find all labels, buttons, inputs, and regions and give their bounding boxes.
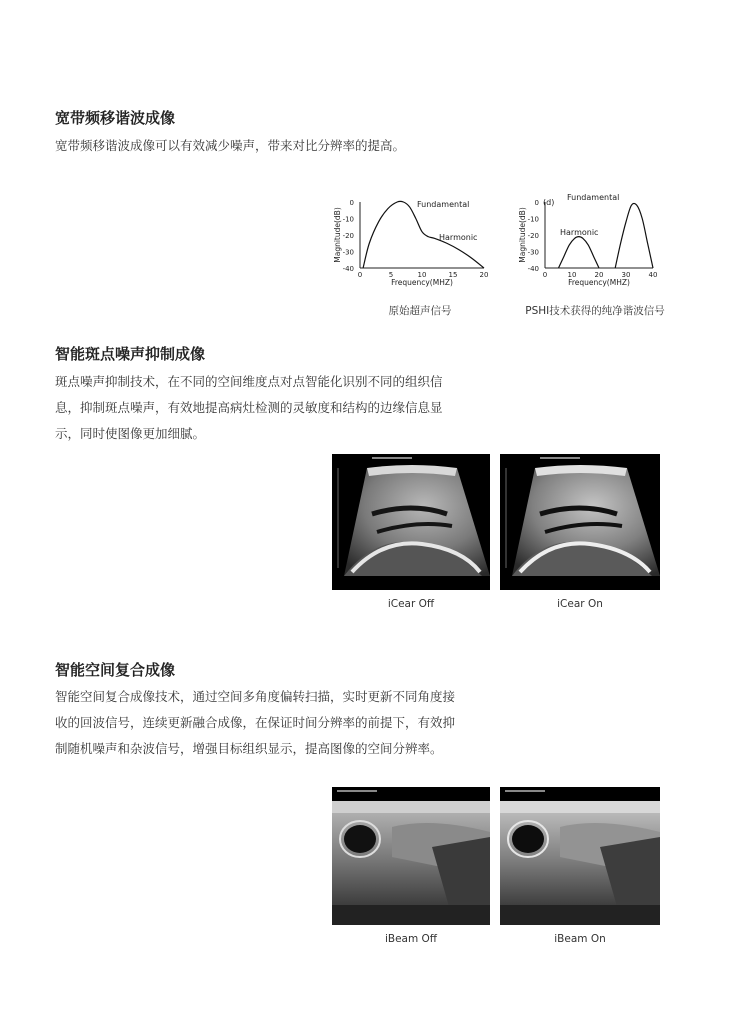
- annotation-label: Fundamental: [417, 200, 470, 209]
- chart1-caption: 原始超声信号: [388, 305, 452, 317]
- y-axis-label: Magnitude(dB): [518, 207, 527, 263]
- section-title-broadband: 宽带频移谐波成像: [55, 109, 176, 127]
- y-tick-label: 0: [534, 199, 539, 207]
- paragraph-line: 示，同时使图像更加细腻。: [55, 426, 206, 441]
- ibeam-on-caption: iBeam On: [554, 933, 606, 945]
- paragraph-line: 智能空间复合成像技术，通过空间多角度偏转扫描，实时更新不同角度接: [55, 689, 456, 704]
- x-tick-label: 20: [594, 271, 604, 279]
- paragraph-line: 收的回波信号，连续更新融合成像，在保证时间分辨率的前提下，有效抑: [55, 715, 456, 730]
- x-tick-label: 20: [479, 271, 489, 279]
- x-tick-label: 40: [648, 271, 658, 279]
- x-tick-label: 5: [388, 271, 394, 279]
- y-tick-label: -20: [527, 232, 539, 240]
- y-tick-label: -30: [342, 248, 354, 257]
- x-axis-label: Frequency(MHZ): [568, 278, 630, 287]
- y-tick-label: -10: [527, 215, 539, 224]
- chart2-caption: PSHI技术获得的纯净谐波信号: [525, 305, 665, 317]
- y-axis-label: Magnitude(dB): [333, 207, 342, 263]
- panel-label: (d): [543, 198, 555, 207]
- section-title-compound: 智能空间复合成像: [55, 661, 176, 679]
- y-tick-label: -10: [342, 215, 354, 224]
- x-tick-label: 10: [417, 271, 427, 279]
- ibeam-off-caption: iBeam Off: [384, 933, 438, 945]
- y-tick-label: -40: [342, 265, 354, 273]
- paragraph-line: 制随机噪声和杂波信号，增强目标组织显示，提高图像的空间分辨率。: [55, 741, 443, 756]
- y-tick-label: -40: [527, 265, 539, 273]
- section-paragraph-broadband: [55, 133, 475, 159]
- annotation-label: Fundamental: [567, 193, 620, 202]
- section-paragraph-compound: [55, 684, 475, 762]
- paragraph-line: 息，抑制斑点噪声，有效地提高病灶检测的灵敏度和结构的边缘信息显: [55, 400, 443, 415]
- ibeam-on-image: [500, 787, 660, 925]
- icear-on-image: [500, 454, 660, 590]
- x-tick-label: 10: [567, 271, 577, 279]
- x-tick-label: 0: [542, 271, 548, 279]
- x-tick-label: 15: [448, 271, 458, 279]
- pshi-harmonic-chart: [505, 188, 665, 303]
- paragraph-line: 宽带频移谐波成像可以有效减少噪声，带来对比分辨率的提高。: [55, 138, 406, 153]
- x-tick-label: 30: [621, 271, 631, 279]
- fundamental-harmonic-chart: [322, 188, 502, 303]
- x-axis-label: Frequency(MHZ): [391, 278, 453, 287]
- ibeam-off-image: [332, 787, 490, 925]
- icear-off-caption: iCear Off: [387, 598, 435, 610]
- paragraph-line: 斑点噪声抑制技术，在不同的空间维度点对点智能化识别不同的组织信: [55, 374, 443, 389]
- y-tick-label: -30: [527, 248, 539, 257]
- x-tick-label: 0: [357, 271, 363, 279]
- section-title-speckle: 智能斑点噪声抑制成像: [55, 345, 206, 363]
- y-tick-label: -20: [342, 232, 354, 240]
- annotation-label: Harmonic: [439, 233, 478, 242]
- annotation-label: Harmonic: [560, 228, 599, 237]
- icear-on-caption: iCear On: [557, 598, 603, 610]
- icear-off-image: [332, 454, 490, 590]
- series-line: [559, 237, 600, 268]
- y-tick-label: 0: [349, 199, 354, 207]
- series-line: [615, 203, 653, 268]
- section-paragraph-speckle: [55, 369, 475, 447]
